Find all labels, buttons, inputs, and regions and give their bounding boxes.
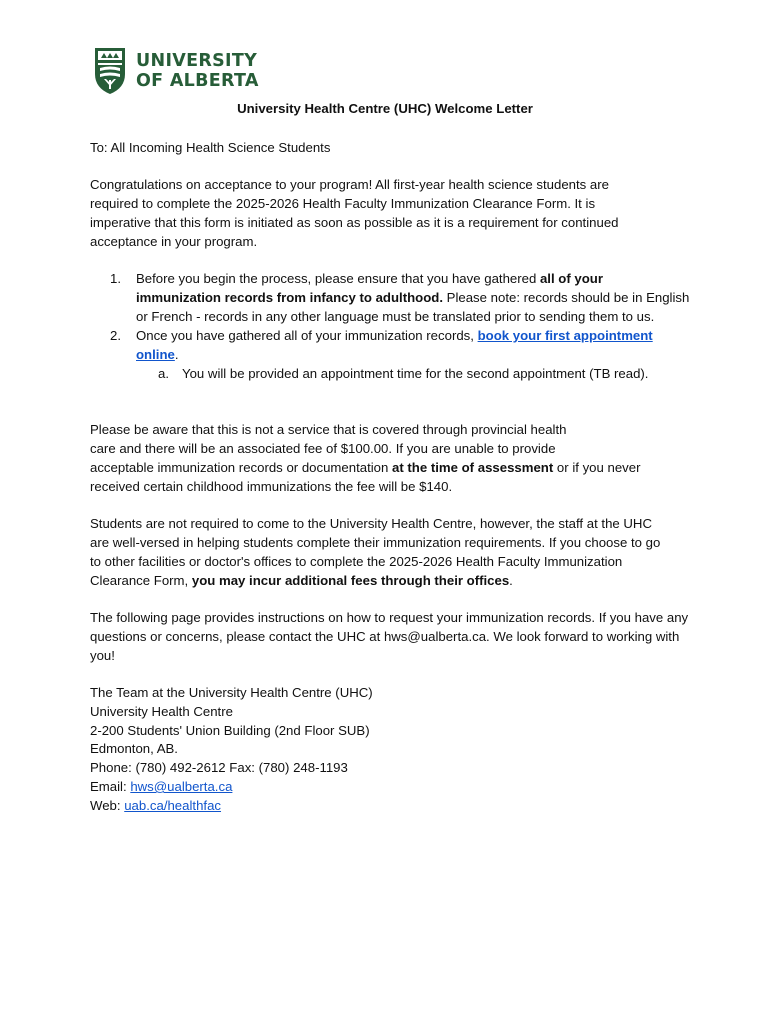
logo-line-2: OF ALBERTA	[136, 71, 259, 91]
letter-title: University Health Centre (UHC) Welcome Letter	[237, 101, 533, 116]
not-required-paragraph	[90, 514, 665, 590]
not-required-bold: you may incur additional fees through their offices	[191, 573, 510, 588]
fee-line-2: care and there will be an associated fee of $100.00. If you are unable to provide	[90, 441, 556, 456]
logo-wordmark	[136, 51, 259, 91]
signature-phone: Phone: (780) 492-2612 Fax: (780) 248-1193	[90, 760, 348, 776]
fee-line-3	[90, 458, 690, 477]
step-2a	[90, 364, 690, 383]
signature-web	[90, 797, 690, 816]
signature-org: University Health Centre	[90, 703, 233, 719]
following-paragraph	[90, 608, 690, 665]
fee-line-3-post: or if you never	[553, 460, 641, 475]
not-required-post: .	[509, 573, 513, 588]
signature-address: 2-200 Students' Union Building (2nd Floor SUB)	[90, 722, 370, 738]
book-appointment-link[interactable]: book your first appointment online	[136, 328, 653, 362]
fee-line-3-pre: acceptable immunization records or documentation	[90, 460, 393, 475]
university-crest-icon	[92, 46, 128, 96]
intro-paragraph	[90, 175, 650, 251]
intro-text: Congratulations on acceptance to your program! All first-year health science students are required to complete the 2025-2026 Health Faculty Immunization Clearance Form. It is imperative that this form is initiated as soon as possible as it is a requirement for continued acceptance in your program.	[90, 177, 619, 249]
step-2-pre: Once you have gathered all of your immunization records,	[136, 328, 478, 343]
fee-line-4: received certain childhood immunizations the fee will be $140.	[90, 479, 453, 494]
email-label: Email:	[90, 778, 131, 794]
to-line-text: To: All Incoming Health Science Students	[90, 140, 331, 155]
step-1-number: 1.	[110, 271, 121, 286]
fee-paragraph	[90, 420, 690, 496]
steps-list	[90, 269, 690, 383]
step-1-post: Please note: records should be in English or French - records in any other language must be translated prior to sending them to us.	[136, 290, 690, 324]
step-2a-number: a.	[158, 366, 169, 381]
step-1-bold: all of your immunization records from infancy to adulthood.	[136, 271, 603, 305]
step-2-number: 2.	[110, 328, 121, 343]
signature-city: Edmonton, AB.	[90, 741, 178, 757]
email-link[interactable]: hws@ualberta.ca	[130, 778, 233, 794]
university-logo	[92, 46, 259, 96]
signature-email	[90, 778, 690, 797]
signature-team: The Team at the University Health Centre (UHC)	[90, 685, 373, 700]
step-2a-text: You will be provided an appointment time for the second appointment (TB read).	[182, 366, 649, 381]
web-link[interactable]: uab.ca/healthfac	[124, 797, 222, 813]
step-2-post: .	[174, 347, 179, 362]
logo-line-1: UNIVERSITY	[136, 51, 258, 71]
signature-block	[90, 684, 690, 816]
web-label: Web:	[90, 797, 125, 813]
to-line	[90, 138, 690, 157]
following-text: The following page provides instructions on how to request your immunization records. If you have any questions or concerns, please contact the UHC at hws@ualberta.ca. We look forward to working with you!	[90, 610, 689, 663]
step-2	[90, 326, 690, 383]
not-required-pre: Students are not required to come to the University Health Centre, however, the staff at the UHC are well-versed in helping students complete their immunization requirements. If you choose to go to other facilities or doctor's offices to complete the 2025-2026 Health Faculty Immunization Clearance Form,	[90, 516, 661, 588]
fee-line-1: Please be aware that this is not a service that is covered through provincial health	[90, 422, 567, 437]
step-1-pre: Before you begin the process, please ensure that you have gathered	[136, 271, 540, 286]
fee-line-3-bold: at the time of assessment	[392, 460, 554, 475]
step-1	[90, 269, 690, 326]
not-required-text	[90, 514, 665, 590]
